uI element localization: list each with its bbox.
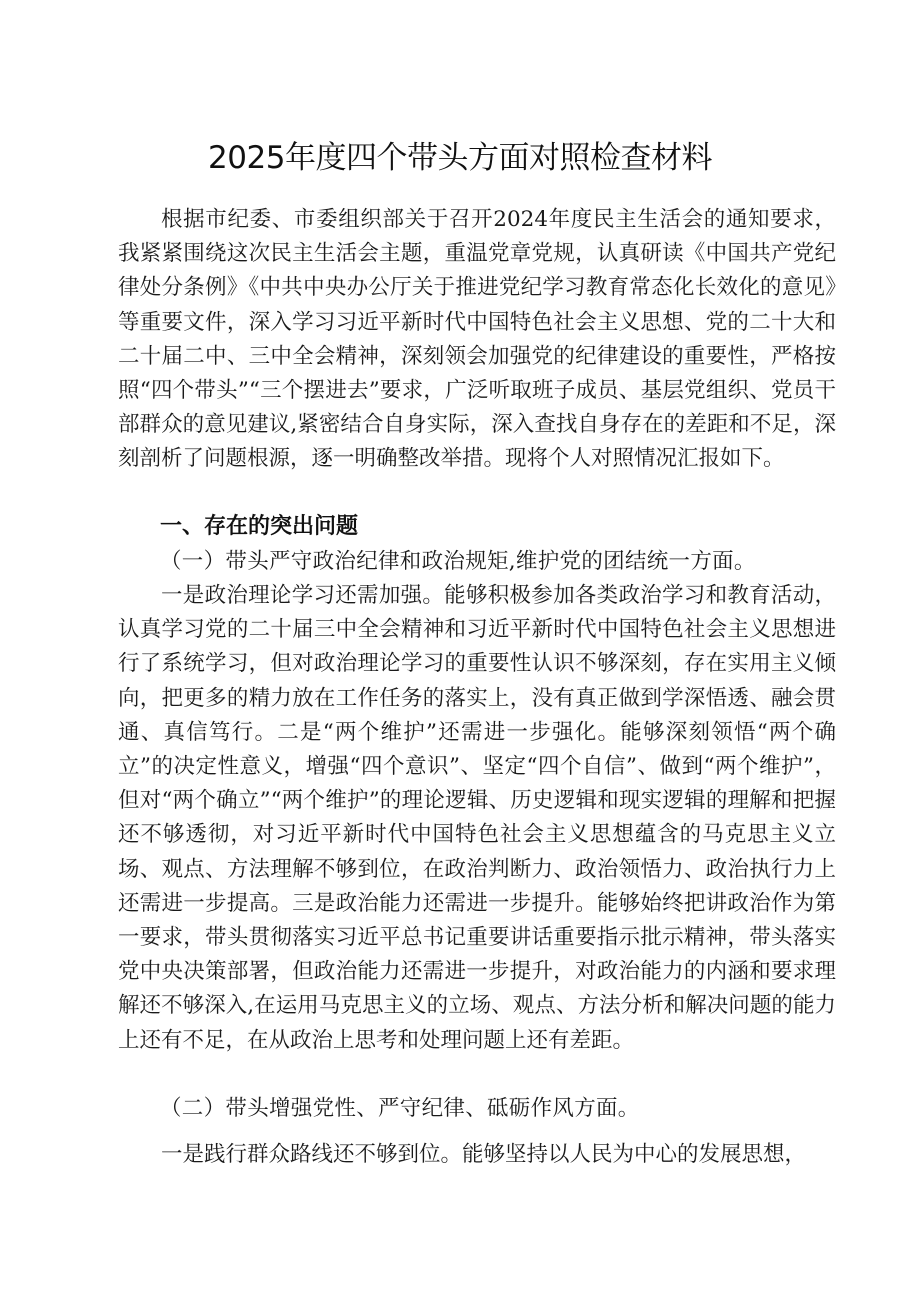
intro-paragraph: 根据市纪委、市委组织部关于召开2024年度民主生活会的通知要求，我紧紧围绕这次民主生活会主题，重温党章党规，认真研读《中国共产党纪律处分条例》《中共中央办公厅关于推进党纪学习教育常态化长效化的意见》等重要文件，深入学习习近平新时代中国特色社会主义思想、党的二十大和二十届二中、三中全会精神，深刻领会加强党的纪律建设的重要性，严格按照“四个带头”“三个摆进去”要求，广泛听取班子成员、基层党组织、党员干部群众的意见建议,紧密结合自身实际，深入查找自身存在的差距和不足，深刻剖析了问题根源，逐一明确整改举措。现将个人对照情况汇报如下。 xyxy=(118,207,836,472)
subsection-heading-political-discipline: （一）带头严守政治纪律和政治规矩,维护党的团结统一方面。 xyxy=(160,549,756,574)
section-heading-issues: 一、存在的突出问题 xyxy=(160,514,359,539)
document-title: 2025年度四个带头方面对照检查材料 xyxy=(208,140,712,176)
subsection-body-political-discipline: 一是政治理论学习还需加强。能够积极参加各类政治学习和教育活动，认真学习党的二十届三中全会精神和习近平新时代中国特色社会主义思想进行了系统学习，但对政治理论学习的重要性认识不够深刻，存在实用主义倾向，把更多的精力放在工作任务的落实上，没有真正做到学深悟透、融会贯通、真信笃行。二是“两个维护”还需进一步强化。能够深刻领悟“两个确立”的决定性意义，增强“四个意识”、坚定“四个自信”、做到“两个维护”，但对“两个确立”“两个维护”的理论逻辑、历史逻辑和现实逻辑的理解和把握还不够透彻，对习近平新时代中国特色社会主义思想蕴含的马克思主义立场、观点、方法理解不够到位，在政治判断力、政治领悟力、政治执行力上还需进一步提高。三是政治能力还需进一步提升。能够始终把讲政治作为第一要求，带头贯彻落实习近平总书记重要讲话重要指示批示精神，带头落实党中央决策部署，但政治能力还需进一步提升，对政治能力的内涵和要求理解还不够深入,在运用马克思主义的立场、观点、方法分析和解决问题的能力上还有不足，在从政治上思考和处理问题上还有差距。 xyxy=(118,583,836,1053)
subsection-body-party-spirit: 一是践行群众路线还不够到位。能够坚持以人民为中心的发展思想， xyxy=(161,1142,807,1167)
subsection-heading-party-spirit: （二）带头增强党性、严守纪律、砥砺作风方面。 xyxy=(160,1096,640,1121)
